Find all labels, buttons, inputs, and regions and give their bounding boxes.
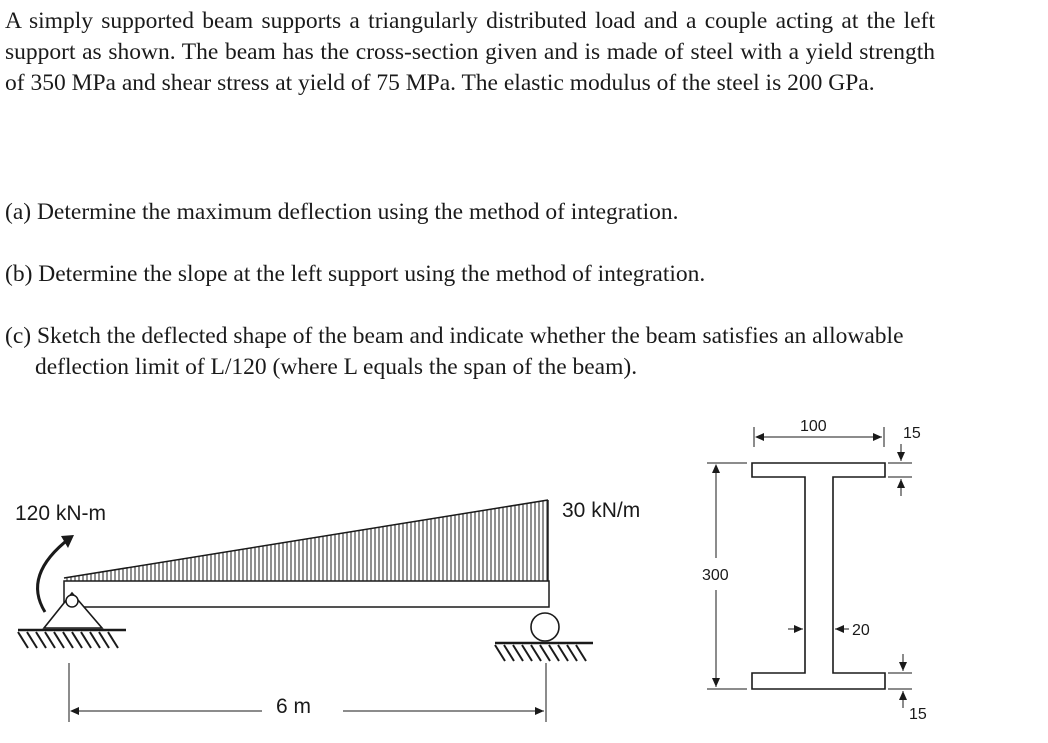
part-c: (c) Sketch the deflected shape of the beam and indicate whether the beam satisfies an allowable deflection limit of L/120 (where L equals the span of the beam). [5,323,904,380]
beam [64,581,549,607]
flange-width-label: 100 [800,418,827,435]
top-flange-thickness-label: 15 [903,425,921,442]
part-b: (b) Determine the slope at the left support using the method of integration. [5,261,706,287]
i-section [752,463,885,689]
beam-figure [0,400,1048,743]
part-a: (a) Determine the maximum deflection using the method of integration. [5,199,679,225]
roller-support [495,613,593,661]
depth-label: 300 [702,567,729,584]
moment-label: 120 kN-m [15,502,107,525]
bottom-flange-thickness-label: 15 [909,706,927,723]
problem-statement: A simply supported beam supports a triangularly distributed load and a couple acting at the left support as shown. The beam has the cross-section given and is made of steel with a yield strength of 350 MPa and shear stress at yield of 75 MPa. The elastic modulus of the steel is 200 GPa. [5,8,935,96]
couple-arrowhead [61,535,74,548]
span-label: 6 m [276,695,312,718]
web-thickness-label: 20 [852,622,870,639]
load-label: 30 kN/m [562,499,641,522]
